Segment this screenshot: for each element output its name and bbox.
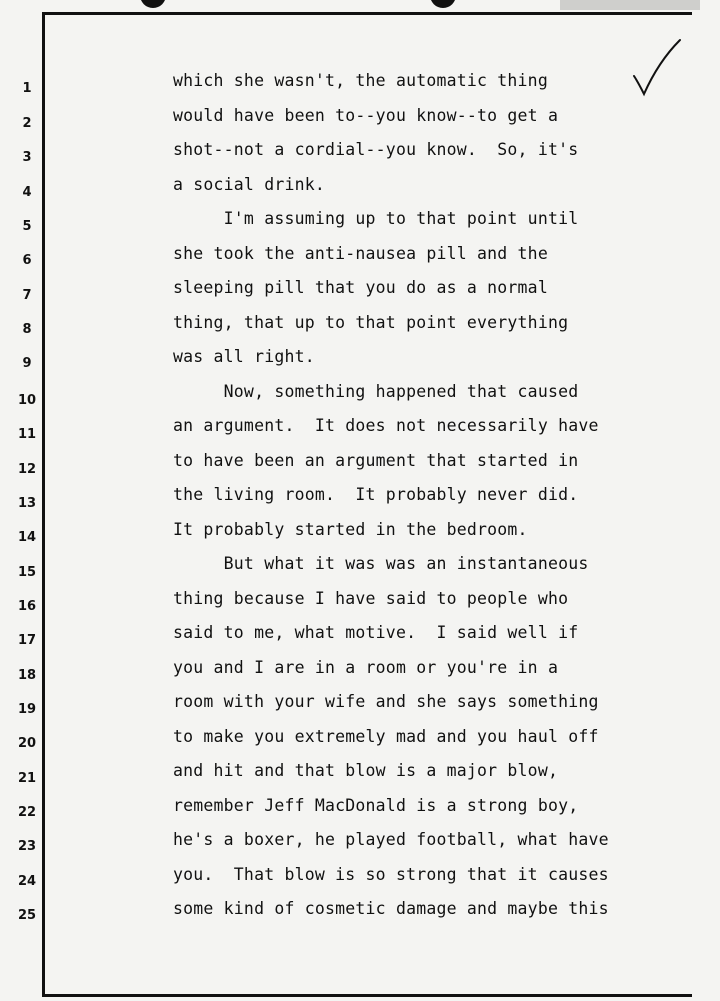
line-number: 4 (22, 185, 32, 200)
line-number: 19 (17, 702, 37, 717)
transcript-line: thing because I have said to people who (173, 589, 569, 608)
line-number: 7 (22, 288, 32, 303)
line-number: 1 (22, 81, 32, 96)
page-frame-bottom (42, 994, 692, 997)
transcript-line: she took the anti-nausea pill and the (173, 244, 548, 263)
line-number: 22 (17, 805, 37, 820)
line-number: 2 (22, 116, 32, 131)
transcript-line: an argument. It does not necessarily have (173, 416, 599, 435)
transcript-line: and hit and that blow is a major blow, (173, 761, 559, 780)
line-number: 18 (17, 668, 37, 683)
transcript-line: said to me, what motive. I said well if (173, 623, 579, 642)
line-number: 23 (17, 839, 37, 854)
line-number: 13 (17, 496, 37, 511)
line-number: 25 (17, 908, 37, 923)
transcript-line: some kind of cosmetic damage and maybe this (173, 899, 609, 918)
transcript-line: you and I are in a room or you're in a (173, 658, 559, 677)
transcript-line: sleeping pill that you do as a normal (173, 278, 548, 297)
binder-hole-right (430, 0, 456, 8)
transcript-line: would have been to--you know--to get a (173, 106, 559, 125)
line-number: 9 (22, 356, 32, 371)
transcript-line: thing, that up to that point everything (173, 313, 569, 332)
transcript-line: was all right. (173, 347, 315, 366)
line-number: 10 (17, 393, 37, 408)
transcript-line: to have been an argument that started in (173, 451, 579, 470)
transcript-line: the living room. It probably never did. (173, 485, 579, 504)
line-number: 12 (17, 462, 37, 477)
transcript-line: Now, something happened that caused (173, 382, 579, 401)
transcript-line: But what it was was an instantaneous (173, 554, 589, 573)
line-number: 20 (17, 736, 37, 751)
transcript-line: It probably started in the bedroom. (173, 520, 528, 539)
line-number: 6 (22, 253, 32, 268)
line-number: 16 (17, 599, 37, 614)
transcript-line: you. That blow is so strong that it causes (173, 865, 609, 884)
transcript-line: room with your wife and she says something (173, 692, 599, 711)
transcript-line: remember Jeff MacDonald is a strong boy, (173, 796, 579, 815)
transcript-line: I'm assuming up to that point until (173, 209, 579, 228)
line-number: 5 (22, 219, 32, 234)
line-number: 11 (17, 427, 37, 442)
line-number: 24 (17, 874, 37, 889)
line-number: 15 (17, 565, 37, 580)
transcript-line: he's a boxer, he played football, what have (173, 830, 609, 849)
line-number: 21 (17, 771, 37, 786)
line-number: 14 (17, 530, 37, 545)
page-frame-top (42, 12, 692, 15)
line-number: 17 (17, 633, 37, 648)
binder-hole-left (140, 0, 166, 8)
transcript-line: to make you extremely mad and you haul off (173, 727, 599, 746)
transcript-line: shot--not a cordial--you know. So, it's (173, 140, 579, 159)
page-frame-left-margin-line (42, 12, 45, 996)
transcript-line: a social drink. (173, 175, 326, 194)
transcript-line: which she wasn't, the automatic thing (173, 71, 548, 90)
line-number: 3 (22, 150, 32, 165)
top-edge-smudge (560, 0, 700, 10)
line-number: 8 (22, 322, 32, 337)
